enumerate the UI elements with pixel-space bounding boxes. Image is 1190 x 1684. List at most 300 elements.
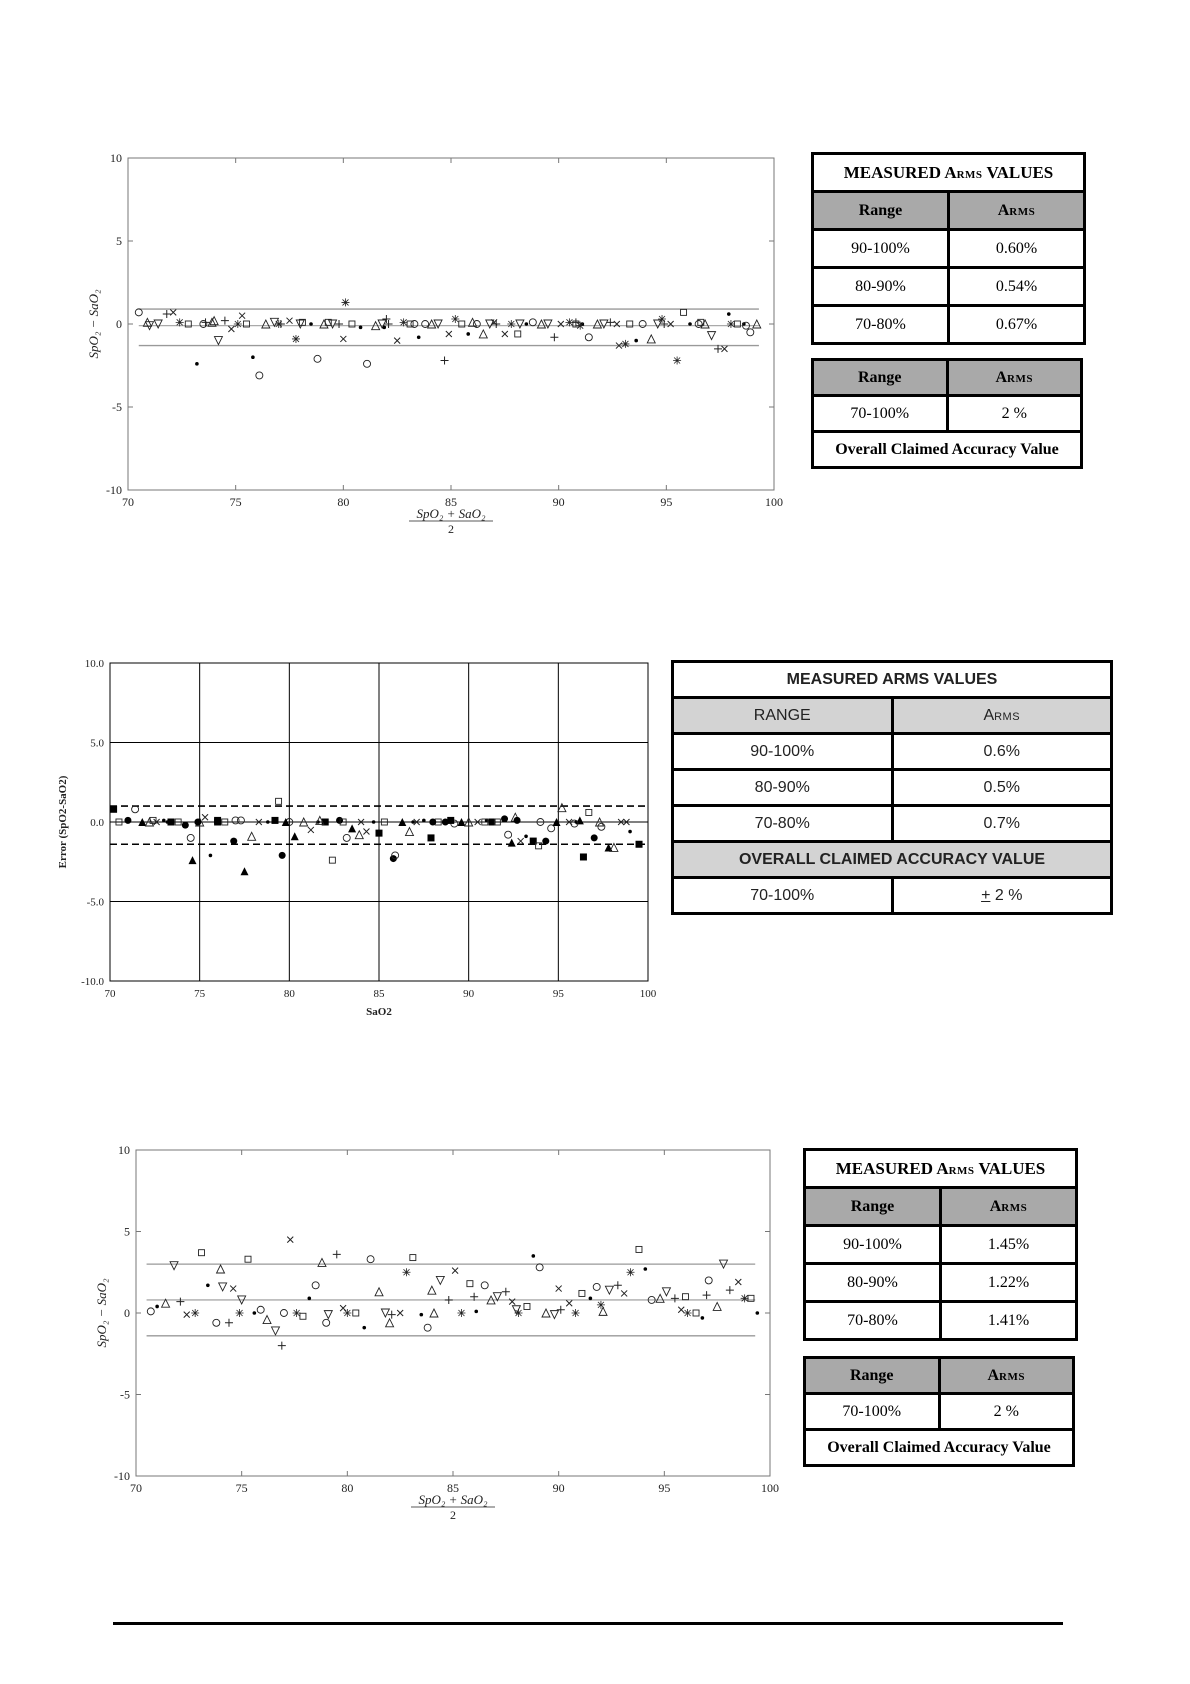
- data-point: [228, 326, 234, 332]
- data-point: [621, 1290, 627, 1296]
- y-tick-label: 5: [124, 1224, 130, 1239]
- arms-cell: 1.22%: [941, 1264, 1077, 1302]
- arms-cell: 0.67%: [949, 306, 1085, 344]
- data-point: [363, 829, 369, 835]
- x-tick-label: 95: [552, 988, 564, 1000]
- data-point: [532, 1254, 536, 1258]
- data-point: [586, 809, 592, 815]
- data-point: [329, 857, 335, 863]
- data-point: [556, 1286, 562, 1292]
- data-point: [239, 313, 245, 319]
- data-point: [579, 1290, 585, 1296]
- data-point: [336, 817, 343, 824]
- data-point: [505, 831, 512, 838]
- data-point: [135, 309, 142, 316]
- data-point: [516, 320, 524, 328]
- y-tick-label: -10: [106, 483, 122, 497]
- table-row: [805, 1264, 1077, 1302]
- data-point: [276, 798, 282, 804]
- chart-2-svg: [50, 655, 670, 1035]
- y-tick-label: 5.0: [90, 737, 104, 750]
- claim-col-arms: ARMS: [939, 1358, 1074, 1394]
- data-point: [566, 1300, 572, 1306]
- data-point: [219, 1283, 227, 1291]
- data-point: [502, 1288, 510, 1296]
- x-axis-label: SpO₂ + SaO₂: [418, 1492, 488, 1507]
- data-point: [636, 1246, 642, 1252]
- data-point: [753, 320, 761, 328]
- data-point: [364, 360, 371, 367]
- data-point: [507, 320, 515, 328]
- data-point: [446, 331, 452, 337]
- data-point: [705, 1277, 712, 1284]
- table-row: [673, 770, 1112, 806]
- data-point: [372, 820, 376, 824]
- data-point: [382, 326, 386, 330]
- data-point: [605, 1286, 613, 1294]
- data-point: [428, 834, 435, 841]
- chart-1-svg: [80, 150, 800, 536]
- arms-table-2-col-arms: ARMS: [892, 698, 1112, 734]
- data-point: [359, 326, 363, 330]
- table-row: [813, 306, 1085, 344]
- data-point: [428, 1286, 436, 1294]
- data-point: [293, 1309, 301, 1317]
- claim-col-range: Range: [813, 360, 948, 396]
- data-point: [441, 357, 449, 365]
- data-point: [515, 331, 521, 337]
- data-points: [147, 1237, 759, 1350]
- data-point: [170, 1262, 178, 1270]
- data-point: [324, 1311, 332, 1319]
- data-point: [411, 321, 418, 328]
- claim-label: Overall Claimed Accuracy Value: [813, 432, 1082, 468]
- claim-value: + 2 %: [892, 878, 1112, 914]
- data-point: [436, 1276, 444, 1284]
- data-point: [684, 1309, 692, 1317]
- claimed-accuracy-table-1: [811, 358, 1083, 469]
- data-point: [312, 1282, 319, 1289]
- claim-col-range: Range: [805, 1358, 940, 1394]
- y-tick-label: -5: [112, 400, 122, 414]
- data-point: [580, 853, 587, 860]
- x-axis-label: SpO₂ + SaO₂: [416, 506, 486, 521]
- data-point: [621, 340, 629, 348]
- x-tick-label: 100: [639, 988, 657, 1000]
- data-point: [256, 372, 263, 379]
- data-point: [323, 1319, 330, 1326]
- table-row: [813, 268, 1085, 306]
- claimed-accuracy-table-3: [803, 1356, 1075, 1467]
- data-point: [420, 1313, 424, 1317]
- arms-cell: 0.7%: [892, 806, 1112, 842]
- data-point: [429, 819, 436, 826]
- data-point: [262, 320, 270, 328]
- arms-table-3-col-range: Range: [805, 1188, 941, 1226]
- data-point: [170, 309, 176, 315]
- data-point: [278, 1342, 286, 1350]
- data-point: [314, 355, 321, 362]
- data-point: [576, 322, 584, 330]
- data-point: [445, 1296, 453, 1304]
- range-cell: 90-100%: [813, 230, 949, 268]
- data-point: [110, 806, 117, 813]
- data-point: [422, 321, 429, 328]
- data-point: [542, 1309, 550, 1317]
- data-point: [245, 1256, 251, 1262]
- data-point: [747, 329, 754, 336]
- y-tick-label: -5: [120, 1387, 130, 1402]
- data-point: [614, 1281, 622, 1289]
- data-point: [741, 1294, 749, 1302]
- arms-cell: 0.6%: [892, 734, 1112, 770]
- data-point: [343, 1309, 351, 1317]
- claim-label: OVERALL CLAIMED ACCURACY VALUE: [673, 842, 1112, 878]
- data-point: [340, 336, 346, 342]
- x-tick-label: 85: [447, 1481, 459, 1495]
- claim-range: 70-100%: [673, 878, 893, 914]
- data-point: [280, 1310, 287, 1317]
- data-point: [275, 320, 283, 328]
- range-cell: 90-100%: [673, 734, 893, 770]
- data-point: [394, 338, 400, 344]
- data-point: [644, 1267, 648, 1271]
- table-row: [813, 230, 1085, 268]
- data-point: [708, 332, 716, 340]
- data-point: [721, 346, 727, 352]
- data-point: [251, 355, 255, 359]
- data-point: [155, 1305, 159, 1309]
- data-point: [727, 312, 731, 316]
- data-point: [300, 1313, 306, 1319]
- x-tick-label: 90: [552, 495, 565, 509]
- x-tick-label: 70: [122, 495, 134, 509]
- data-point: [355, 831, 363, 839]
- arms-table-1: [811, 152, 1086, 345]
- arms-table-1-title: MEASURED ARMS VALUES: [813, 154, 1085, 192]
- y-tick-label: 10: [110, 151, 122, 165]
- data-point: [318, 1258, 326, 1266]
- data-point: [481, 1282, 488, 1289]
- arms-table-3: [803, 1148, 1078, 1341]
- data-point: [248, 832, 256, 840]
- arms-table-2: [671, 660, 1113, 915]
- data-point: [634, 339, 638, 343]
- y-axis-label: SpO₂ − SaO₂: [86, 289, 101, 359]
- bland-altman-chart-3: [80, 1142, 800, 1522]
- y-axis-label: Error (SpO2-SaO2): [57, 775, 69, 869]
- x-tick-label: 85: [445, 495, 457, 509]
- data-point: [457, 1309, 465, 1317]
- claim-range: 70-100%: [805, 1394, 940, 1430]
- data-point: [124, 817, 131, 824]
- data-point: [257, 1306, 264, 1313]
- data-point: [524, 1303, 530, 1309]
- data-point: [673, 357, 681, 365]
- data-point: [550, 333, 558, 341]
- x-tick-label: 95: [660, 495, 673, 509]
- data-point: [209, 854, 213, 858]
- table-row: [805, 1226, 1077, 1264]
- data-point: [701, 1316, 705, 1320]
- data-point: [214, 337, 222, 345]
- y-tick-label: 10: [118, 1143, 130, 1157]
- plot-area: [136, 1150, 770, 1476]
- data-point: [182, 822, 189, 829]
- arms-table-2-col-range: RANGE: [673, 698, 893, 734]
- data-point: [376, 830, 383, 837]
- data-point: [678, 1307, 684, 1313]
- data-point: [362, 1326, 366, 1330]
- data-point: [375, 1288, 383, 1296]
- data-point: [307, 1297, 311, 1301]
- data-point: [217, 1265, 225, 1273]
- y-tick-label: -10: [114, 1469, 130, 1483]
- data-points: [135, 298, 761, 379]
- x-tick-label: 85: [373, 988, 385, 1000]
- claim-range: 70-100%: [813, 396, 948, 432]
- data-point: [656, 1294, 664, 1302]
- data-point: [213, 1319, 220, 1326]
- data-points: [110, 798, 642, 875]
- x-tick-label: 80: [283, 988, 295, 1000]
- data-point: [525, 322, 529, 326]
- data-point: [403, 1268, 411, 1276]
- data-point: [199, 1250, 205, 1256]
- data-point: [266, 820, 270, 824]
- claim-label: Overall Claimed Accuracy Value: [805, 1430, 1074, 1466]
- data-point: [558, 804, 566, 812]
- data-point: [292, 335, 300, 343]
- claim-col-arms: ARMS: [947, 360, 1082, 396]
- data-point: [658, 315, 666, 323]
- data-point: [382, 315, 390, 323]
- data-point: [671, 1294, 679, 1302]
- y-tick-label: 0: [124, 1306, 130, 1320]
- data-point: [514, 817, 521, 824]
- data-point: [727, 320, 735, 328]
- data-point: [296, 320, 304, 328]
- data-point: [184, 1312, 190, 1318]
- data-point: [422, 819, 426, 823]
- data-point: [597, 1301, 605, 1309]
- data-point: [529, 319, 536, 326]
- data-point: [188, 856, 196, 864]
- chart-3-svg: [80, 1142, 800, 1522]
- data-point: [191, 1309, 199, 1317]
- table-row: [805, 1302, 1077, 1340]
- data-point: [647, 335, 655, 343]
- y-tick-label: 0.0: [90, 817, 104, 829]
- data-point: [163, 310, 171, 318]
- data-point: [166, 820, 170, 824]
- data-point: [585, 334, 592, 341]
- x-tick-label: 75: [194, 988, 206, 1000]
- data-point: [343, 834, 350, 841]
- data-point: [466, 332, 470, 336]
- arms-cell: 1.45%: [941, 1226, 1077, 1264]
- data-point: [263, 1316, 271, 1324]
- data-point: [341, 298, 349, 306]
- y-tick-label: 5: [116, 234, 122, 248]
- data-point: [508, 839, 516, 847]
- data-point: [194, 819, 201, 826]
- claim-value: 2 %: [939, 1394, 1074, 1430]
- data-point: [572, 1309, 580, 1317]
- data-point: [703, 1291, 711, 1299]
- data-point: [397, 1310, 403, 1316]
- data-point: [367, 1256, 374, 1263]
- data-point: [206, 1283, 210, 1287]
- data-point: [735, 1279, 741, 1285]
- x-tick-label: 70: [104, 988, 116, 1000]
- data-point: [187, 834, 194, 841]
- arms-table-2-title: MEASURED ARMS VALUES: [673, 662, 1112, 698]
- data-point: [221, 317, 229, 325]
- arms-table-3-col-arms: ARMS: [941, 1188, 1077, 1226]
- data-point: [271, 1327, 279, 1335]
- claim-value: 2 %: [947, 396, 1082, 432]
- x-axis-label-denominator: 2: [450, 1508, 456, 1522]
- arms-table-3-title: MEASURED ARMS VALUES: [805, 1150, 1077, 1188]
- data-point: [682, 1294, 688, 1300]
- data-point: [154, 320, 162, 328]
- data-point: [662, 1288, 670, 1296]
- data-point: [287, 1237, 293, 1243]
- x-tick-label: 90: [552, 1481, 565, 1495]
- arms-cell: 1.41%: [941, 1302, 1077, 1340]
- data-point: [467, 1281, 473, 1287]
- range-cell: 70-80%: [673, 806, 893, 842]
- table-row: [673, 734, 1112, 770]
- x-tick-label: 100: [765, 495, 783, 509]
- data-point: [388, 1311, 396, 1319]
- range-cell: 80-90%: [805, 1264, 941, 1302]
- x-tick-label: 95: [658, 1481, 671, 1495]
- x-axis-label: SaO2: [366, 1006, 392, 1018]
- data-point: [400, 318, 408, 326]
- range-cell: 80-90%: [673, 770, 893, 806]
- data-point: [447, 817, 454, 824]
- data-point: [636, 841, 643, 848]
- data-point: [695, 321, 702, 328]
- data-point: [340, 1305, 346, 1311]
- data-point: [195, 362, 199, 366]
- x-axis-label-denominator: 2: [448, 522, 454, 536]
- data-point: [688, 322, 692, 326]
- data-point: [627, 1268, 635, 1276]
- arms-cell: 0.54%: [949, 268, 1085, 306]
- data-point: [176, 318, 184, 326]
- arms-cell: 0.60%: [949, 230, 1085, 268]
- data-point: [225, 1319, 233, 1327]
- data-point: [232, 817, 239, 824]
- data-point: [381, 1309, 389, 1317]
- x-tick-label: 75: [235, 1481, 248, 1495]
- data-point: [628, 830, 632, 834]
- data-point: [162, 819, 166, 823]
- bland-altman-chart-1: [80, 150, 800, 536]
- data-point: [430, 1309, 438, 1317]
- arms-table-1-col-range: Range: [813, 192, 949, 230]
- range-cell: 90-100%: [805, 1226, 941, 1264]
- data-point: [639, 321, 646, 328]
- y-tick-label: -5.0: [86, 896, 104, 909]
- range-cell: 70-80%: [805, 1302, 941, 1340]
- data-point: [681, 309, 687, 315]
- data-point: [451, 315, 459, 323]
- data-point: [309, 322, 313, 326]
- data-point: [405, 828, 413, 836]
- data-point: [501, 815, 508, 822]
- arms-cell: 0.5%: [892, 770, 1112, 806]
- data-point: [591, 834, 598, 841]
- data-point: [234, 320, 242, 328]
- data-point: [176, 1298, 184, 1306]
- data-point: [417, 335, 421, 339]
- table-row: [673, 806, 1112, 842]
- data-point: [693, 1310, 699, 1316]
- data-point: [474, 1310, 478, 1314]
- data-point: [214, 817, 221, 824]
- data-point: [589, 1297, 593, 1301]
- data-point: [333, 1250, 341, 1258]
- data-point: [271, 817, 278, 824]
- x-tick-label: 70: [130, 1481, 142, 1495]
- x-tick-label: 100: [761, 1481, 779, 1495]
- data-point: [230, 1286, 236, 1292]
- error-scatter-chart-2: [50, 655, 670, 1035]
- data-point: [308, 827, 314, 833]
- arms-table-1-col-arms: ARMS: [949, 192, 1085, 230]
- data-point: [542, 838, 549, 845]
- data-point: [424, 1324, 431, 1331]
- y-tick-label: 0: [116, 317, 122, 331]
- data-point: [287, 318, 293, 324]
- data-point: [253, 1311, 257, 1315]
- data-point: [202, 814, 208, 820]
- x-tick-label: 80: [337, 495, 350, 509]
- data-point: [756, 1311, 760, 1315]
- data-point: [599, 1307, 607, 1315]
- x-tick-label: 75: [229, 495, 242, 509]
- data-point: [598, 823, 605, 830]
- data-point: [386, 1319, 394, 1327]
- x-tick-label: 80: [341, 1481, 354, 1495]
- page-footer-rule: [113, 1622, 1063, 1625]
- data-point: [726, 1286, 734, 1294]
- data-point: [291, 832, 299, 840]
- range-cell: 80-90%: [813, 268, 949, 306]
- data-point: [279, 852, 286, 859]
- data-point: [320, 320, 328, 328]
- data-point: [713, 1302, 721, 1310]
- y-axis-label: SpO₂ − SaO₂: [94, 1278, 109, 1348]
- data-point: [410, 1255, 416, 1261]
- data-point: [411, 820, 415, 824]
- data-point: [479, 330, 487, 338]
- range-cell: 70-80%: [813, 306, 949, 344]
- y-tick-label: -10.0: [81, 976, 104, 988]
- data-point: [452, 1268, 458, 1274]
- data-point: [518, 838, 524, 844]
- data-point: [230, 838, 237, 845]
- data-point: [353, 1310, 359, 1316]
- data-point: [241, 867, 249, 875]
- data-point: [550, 1311, 558, 1319]
- x-tick-label: 90: [463, 988, 475, 1000]
- data-point: [147, 1308, 154, 1315]
